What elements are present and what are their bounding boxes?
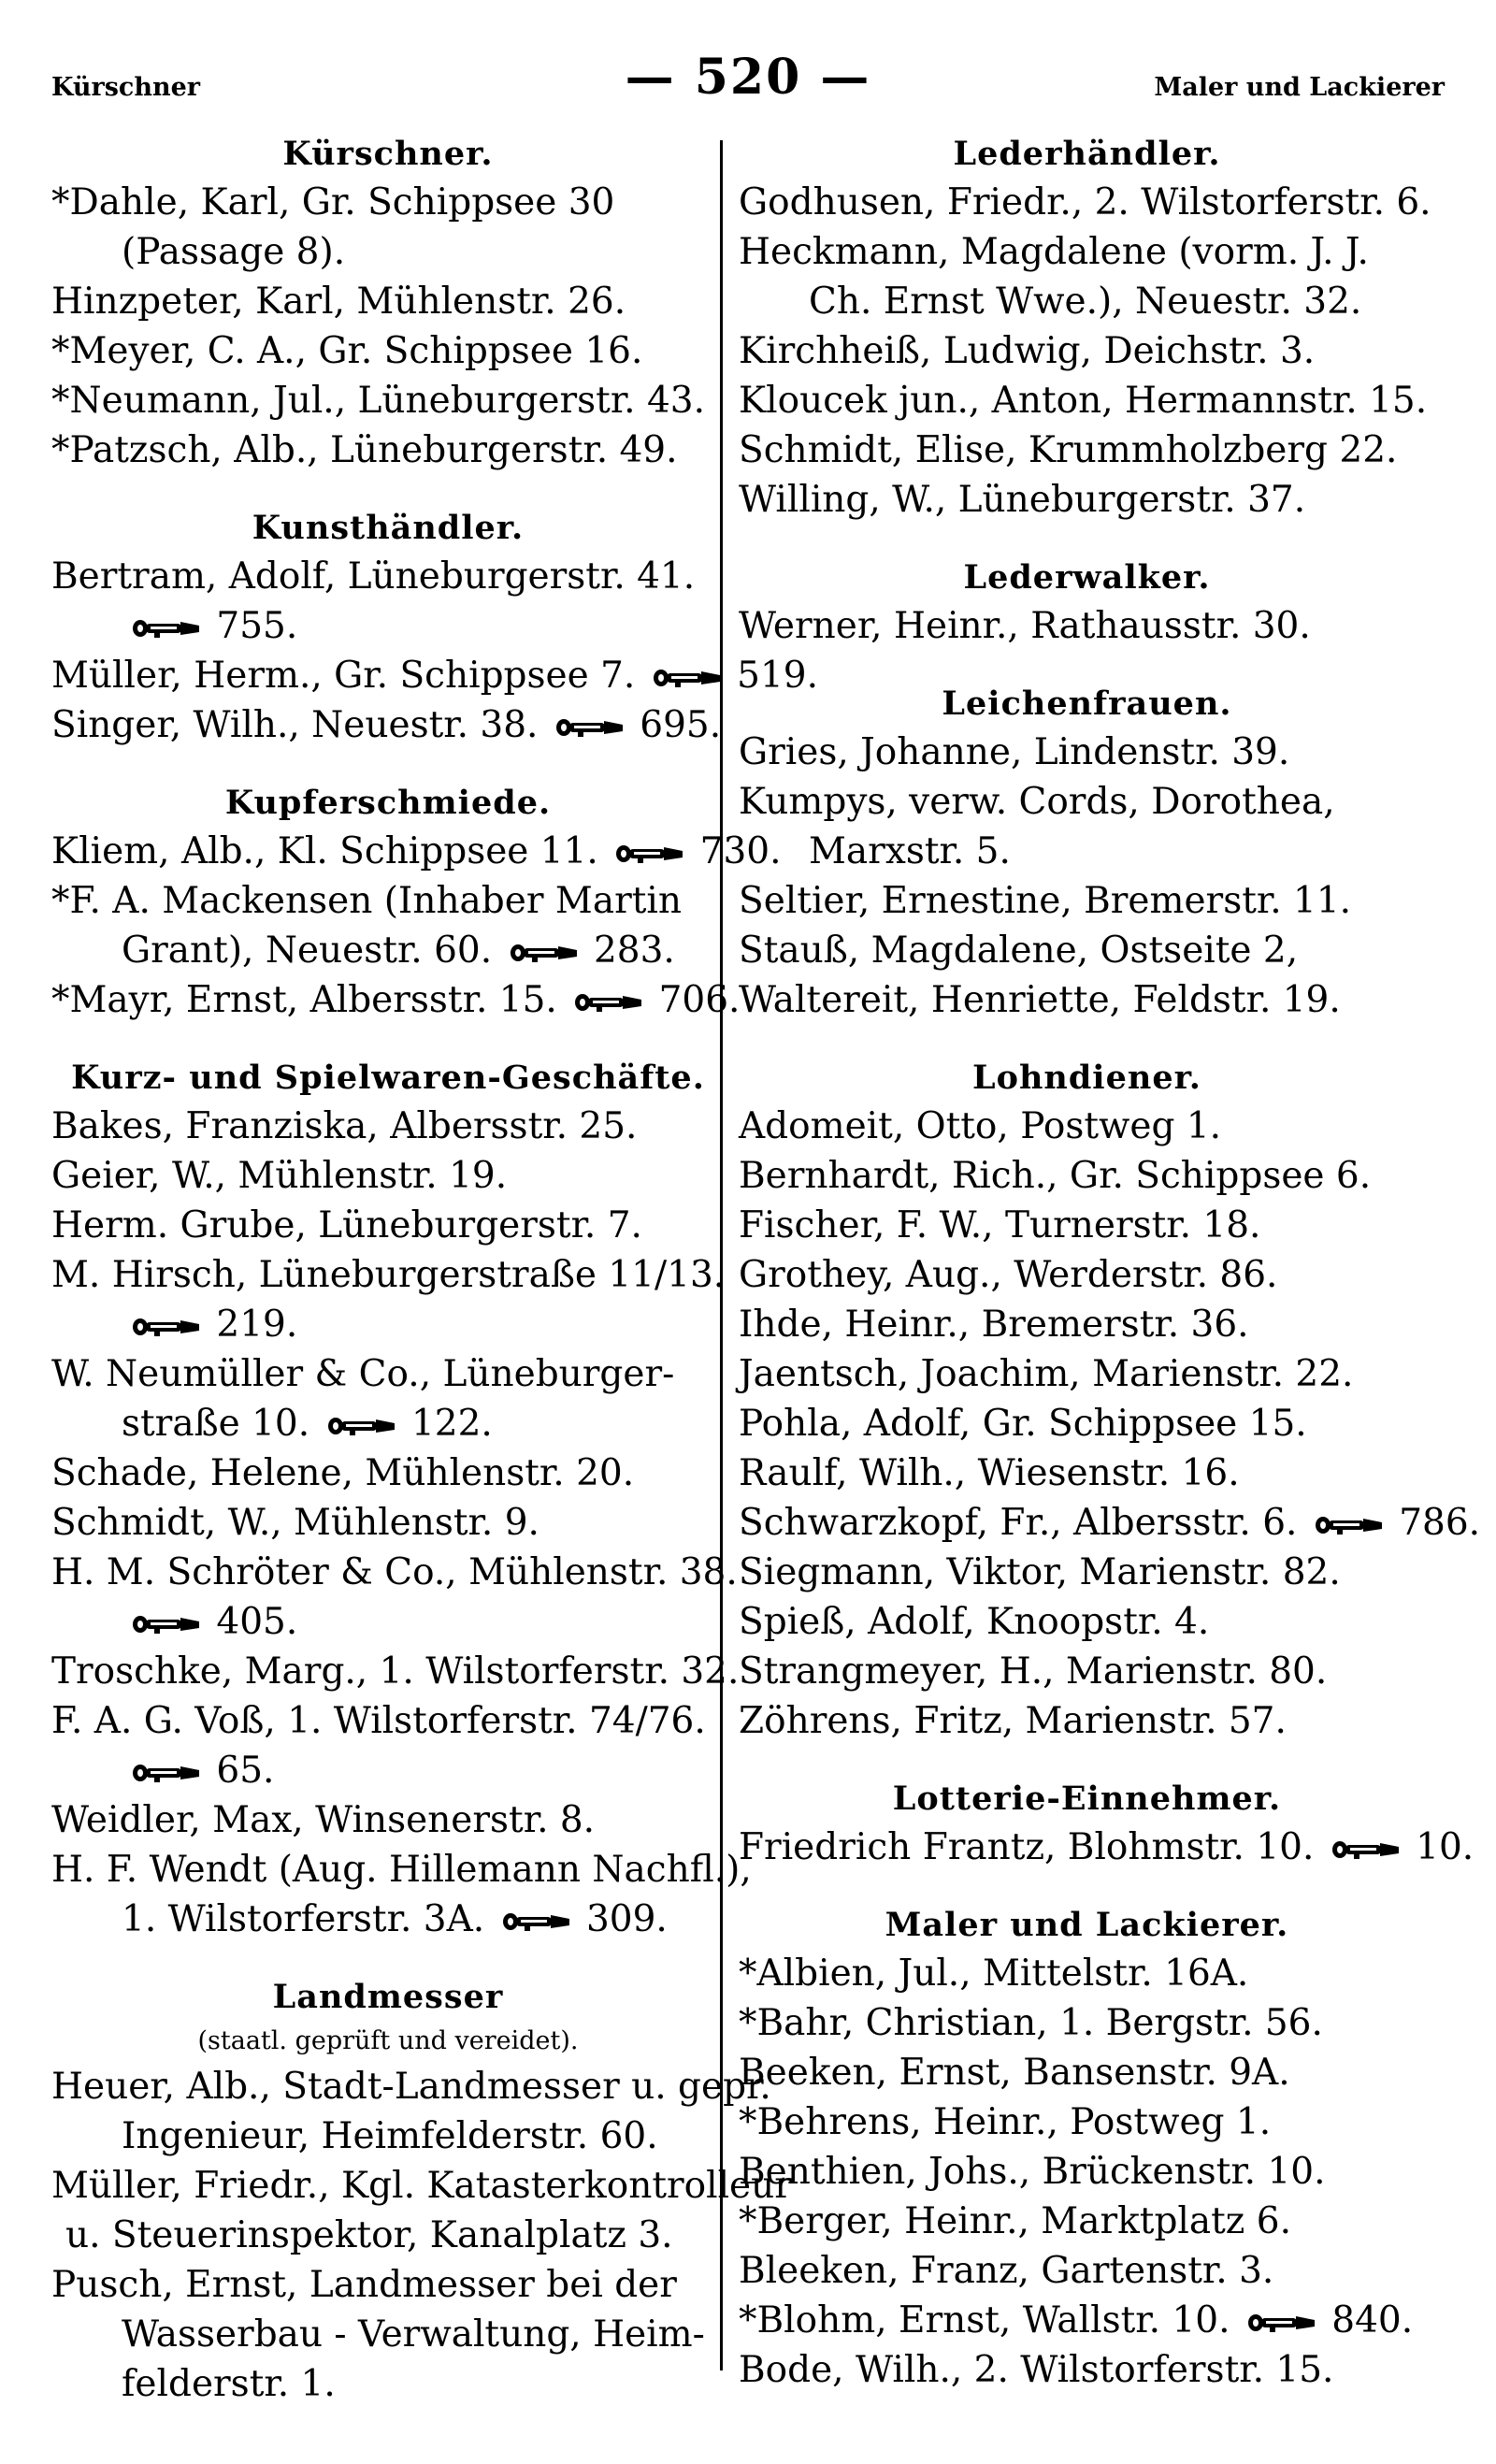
entry-line: Heckmann, Magdalene (vorm. J. J.	[739, 231, 1369, 273]
entry-line	[51, 1300, 725, 1349]
entry-line: Kumpys, verw. Cords, Dorothea,	[739, 781, 1335, 823]
section-heading: Kürschner.	[282, 135, 494, 173]
entry-line: Stauß, Magdalene, Ostseite 2,	[739, 929, 1299, 972]
entry-text: Müller, Herm., Gr. Schippsee 7.	[51, 655, 636, 697]
entry-line	[51, 651, 818, 700]
section-maler	[739, 1902, 1435, 2395]
telephone-icon	[132, 1763, 201, 1783]
entry-line: felderstr. 1.	[122, 2363, 336, 2405]
entry-text: *Mayr, Ernst, Albersstr. 15.	[51, 979, 557, 1021]
entry-line: Marxstr. 5.	[809, 830, 1011, 872]
telephone-icon	[615, 843, 684, 864]
entry-line: u. Steuerinspektor, Kanalplatz 3.	[65, 2214, 673, 2256]
entry-line: Kirchheiß, Ludwig, Deichstr. 3.	[739, 330, 1316, 372]
entry-line: Pohla, Adolf, Gr. Schippsee 15.	[739, 1403, 1307, 1445]
entry-line: Schmidt, W., Mühlenstr. 9.	[51, 1502, 539, 1544]
telephone-number: 405.	[216, 1601, 298, 1643]
section-lederhaendler	[739, 131, 1435, 525]
section-heading: Maler und Lackierer.	[885, 1906, 1289, 1944]
entry-line: Jaentsch, Joachim, Marienstr. 22.	[739, 1353, 1354, 1395]
section-heading: Kurz- und Spielwaren-Geschäfte.	[71, 1059, 705, 1097]
entry-line	[51, 601, 725, 651]
entry-line: M. Hirsch, Lüneburgerstraße 11/13.	[51, 1254, 726, 1296]
telephone-number: 65.	[216, 1750, 275, 1792]
entry-line: Schade, Helene, Mühlenstr. 20.	[51, 1452, 635, 1494]
page-number: — 520 —	[625, 49, 871, 106]
entry-line: Bode, Wilh., 2. Wilstorferstr. 15.	[739, 2349, 1334, 2391]
entry-text: Kliem, Alb., Kl. Schippsee 11.	[51, 830, 598, 872]
entry-line: Ihde, Heinr., Bremerstr. 36.	[739, 1304, 1249, 1346]
section-lederwalker	[739, 555, 1435, 651]
telephone-icon	[1247, 2313, 1316, 2333]
entry-line: *Patzsch, Alb., Lüneburgerstr. 49.	[51, 429, 678, 471]
telephone-number: 755.	[216, 605, 298, 647]
entry-text: Singer, Wilh., Neuestr. 38.	[51, 704, 539, 746]
section-heading: Kupferschmiede.	[224, 784, 552, 822]
entry-line: Werner, Heinr., Rathausstr. 30.	[739, 605, 1311, 647]
entry-line: Adomeit, Otto, Postweg 1.	[739, 1105, 1222, 1147]
section-kunsthaendler	[51, 505, 818, 750]
entry-line: *Dahle, Karl, Gr. Schippsee 30	[51, 181, 615, 223]
section-heading: Lohndiener.	[971, 1059, 1201, 1097]
entry-line: *Bahr, Christian, 1. Bergstr. 56.	[739, 2002, 1323, 2044]
section-heading: Lederhändler.	[953, 135, 1221, 173]
telephone-number: 786.	[1399, 1502, 1481, 1544]
entry-line	[51, 1746, 725, 1795]
header-right-keyword: Maler und Lackierer	[1154, 73, 1445, 102]
entry-line: Raulf, Wilh., Wiesenstr. 16.	[739, 1452, 1240, 1494]
entry-line: Herm. Grube, Lüneburgerstr. 7.	[51, 1204, 642, 1246]
entry-line	[51, 975, 741, 1025]
entry-line	[51, 1895, 725, 1944]
entry-text: straße 10.	[122, 1403, 310, 1445]
telephone-number: 730.	[699, 830, 782, 872]
section-heading: Lederwalker.	[963, 558, 1211, 597]
entry-line: Grothey, Aug., Werderstr. 86.	[739, 1254, 1278, 1296]
entry-line: Heuer, Alb., Stadt-Landmesser u. gepr.	[51, 2066, 771, 2108]
entry-line: *Albien, Jul., Mittelstr. 16A.	[739, 1952, 1249, 1995]
right-column	[739, 131, 1481, 2395]
telephone-icon	[132, 618, 201, 639]
entry-line: W. Neumüller & Co., Lüneburger-	[51, 1353, 675, 1395]
entry-line: Seltier, Ernestine, Bremerstr. 11.	[739, 880, 1352, 922]
entry-line: Bakes, Franziska, Albersstr. 25.	[51, 1105, 638, 1147]
section-heading: Kunsthändler.	[252, 509, 525, 547]
section-lohndiener	[739, 1055, 1481, 1746]
entry-line: Weidler, Max, Winsenerstr. 8.	[51, 1799, 596, 1841]
entry-line: *Behrens, Heinr., Postweg 1.	[739, 2101, 1272, 2143]
entry-line: H. M. Schröter & Co., Mühlenstr. 38.	[51, 1551, 738, 1593]
entry-line: F. A. G. Voß, 1. Wilstorferstr. 74/76.	[51, 1700, 706, 1742]
entry-line: Beeken, Ernst, Bansenstr. 9A.	[739, 2052, 1290, 2094]
telephone-number: 122.	[410, 1403, 493, 1445]
telephone-icon	[574, 992, 643, 1013]
entry-line: *Meyer, C. A., Gr. Schippsee 16.	[51, 330, 643, 372]
entry-line: Benthien, Johs., Brückenstr. 10.	[739, 2151, 1326, 2193]
telephone-number: 283.	[593, 929, 675, 972]
telephone-number: 309.	[585, 1898, 668, 1940]
entry-line	[51, 1597, 725, 1647]
entry-line	[739, 1498, 1481, 1548]
entry-line: Bertram, Adolf, Lüneburgerstr. 41.	[51, 555, 696, 598]
entry-line: *Neumann, Jul., Lüneburgerstr. 43.	[51, 380, 705, 422]
section-kupferschmiede	[51, 780, 782, 1025]
entry-line: Ch. Ernst Wwe.), Neuestr. 32.	[809, 281, 1362, 323]
telephone-number: 10.	[1416, 1826, 1474, 1868]
telephone-icon	[1315, 1515, 1384, 1535]
entry-line: (Passage 8).	[122, 231, 346, 273]
telephone-icon	[1331, 1839, 1401, 1860]
page-header	[51, 49, 1445, 105]
section-lotterie	[739, 1776, 1474, 1872]
entry-line: Wasserbau - Verwaltung, Heim-	[122, 2313, 705, 2356]
entry-line: Siegmann, Viktor, Marienstr. 82.	[739, 1551, 1341, 1593]
entry-line: Godhusen, Friedr., 2. Wilstorferstr. 6.	[739, 181, 1431, 223]
entry-text: *Blohm, Ernst, Wallstr. 10.	[739, 2299, 1230, 2342]
entry-line: Troschke, Marg., 1. Wilstorferstr. 32.	[51, 1650, 740, 1693]
entry-text: Schwarzkopf, Fr., Albersstr. 6.	[739, 1502, 1298, 1544]
telephone-icon	[510, 943, 579, 963]
telephone-icon	[502, 1911, 571, 1932]
entry-text: Friedrich Frantz, Blohmstr. 10.	[739, 1826, 1315, 1868]
section-heading: Lotterie-Einnehmer.	[892, 1780, 1282, 1818]
entry-line: Bernhardt, Rich., Gr. Schippsee 6.	[739, 1155, 1372, 1197]
telephone-icon	[555, 717, 625, 738]
section-leichenfrauen	[739, 681, 1435, 1025]
entry-line: Waltereit, Henriette, Feldstr. 19.	[739, 979, 1341, 1021]
telephone-number: 519.	[737, 655, 818, 697]
entry-line: Kloucek jun., Anton, Hermannstr. 15.	[739, 380, 1428, 422]
entry-line: Müller, Friedr., Kgl. Katasterkontrolleur	[51, 2165, 792, 2207]
entry-line: H. F. Wendt (Aug. Hillemann Nachfl.),	[51, 1849, 752, 1891]
header-left-keyword: Kürschner	[51, 73, 201, 102]
section-heading: Landmesser	[272, 1978, 504, 2016]
entry-line: Ingenieur, Heimfelderstr. 60.	[122, 2115, 658, 2157]
telephone-number: 695.	[640, 704, 722, 746]
section-landmesser	[51, 1974, 792, 2409]
section-subheading: (staatl. geprüft und vereidet).	[197, 2026, 579, 2055]
telephone-icon	[132, 1317, 201, 1337]
entry-line	[51, 926, 725, 975]
entry-line: Hinzpeter, Karl, Mühlenstr. 26.	[51, 281, 626, 323]
left-column	[51, 131, 818, 2409]
telephone-number: 840.	[1331, 2299, 1414, 2342]
entry-line	[739, 2296, 1435, 2345]
entry-line	[51, 1399, 725, 1448]
entry-line	[51, 700, 725, 750]
telephone-icon	[327, 1416, 396, 1436]
entry-text: Grant), Neuestr. 60.	[122, 929, 493, 972]
entry-line: Gries, Johanne, Lindenstr. 39.	[739, 731, 1290, 773]
telephone-number: 706.	[658, 979, 741, 1021]
entry-line: *Berger, Heinr., Marktplatz 6.	[739, 2200, 1291, 2242]
entry-line: Pusch, Ernst, Landmesser bei der	[51, 2264, 677, 2306]
section-kurzwaren	[51, 1055, 752, 1944]
entry-line: Willing, W., Lüneburgerstr. 37.	[739, 479, 1306, 521]
entry-line: Strangmeyer, H., Marienstr. 80.	[739, 1650, 1328, 1693]
entry-line: Geier, W., Mühlenstr. 19.	[51, 1155, 508, 1197]
telephone-icon	[132, 1614, 201, 1635]
entry-line: Spieß, Adolf, Knoopstr. 4.	[739, 1601, 1210, 1643]
entry-line: Schmidt, Elise, Krummholzberg 22.	[739, 429, 1398, 471]
entry-line: Fischer, F. W., Turnerstr. 18.	[739, 1204, 1261, 1246]
entry-line: Bleeken, Franz, Gartenstr. 3.	[739, 2250, 1274, 2292]
entry-line	[739, 1823, 1474, 1872]
section-heading: Leichenfrauen.	[942, 684, 1232, 723]
telephone-number: 219.	[216, 1304, 298, 1346]
entry-text: 1. Wilstorferstr. 3A.	[122, 1898, 485, 1940]
section-kuerschner	[51, 131, 725, 475]
entry-line	[51, 827, 782, 876]
entry-line: *F. A. Mackensen (Inhaber Martin	[51, 880, 682, 922]
entry-line: Zöhrens, Fritz, Marienstr. 57.	[739, 1700, 1287, 1742]
telephone-icon	[653, 668, 722, 688]
